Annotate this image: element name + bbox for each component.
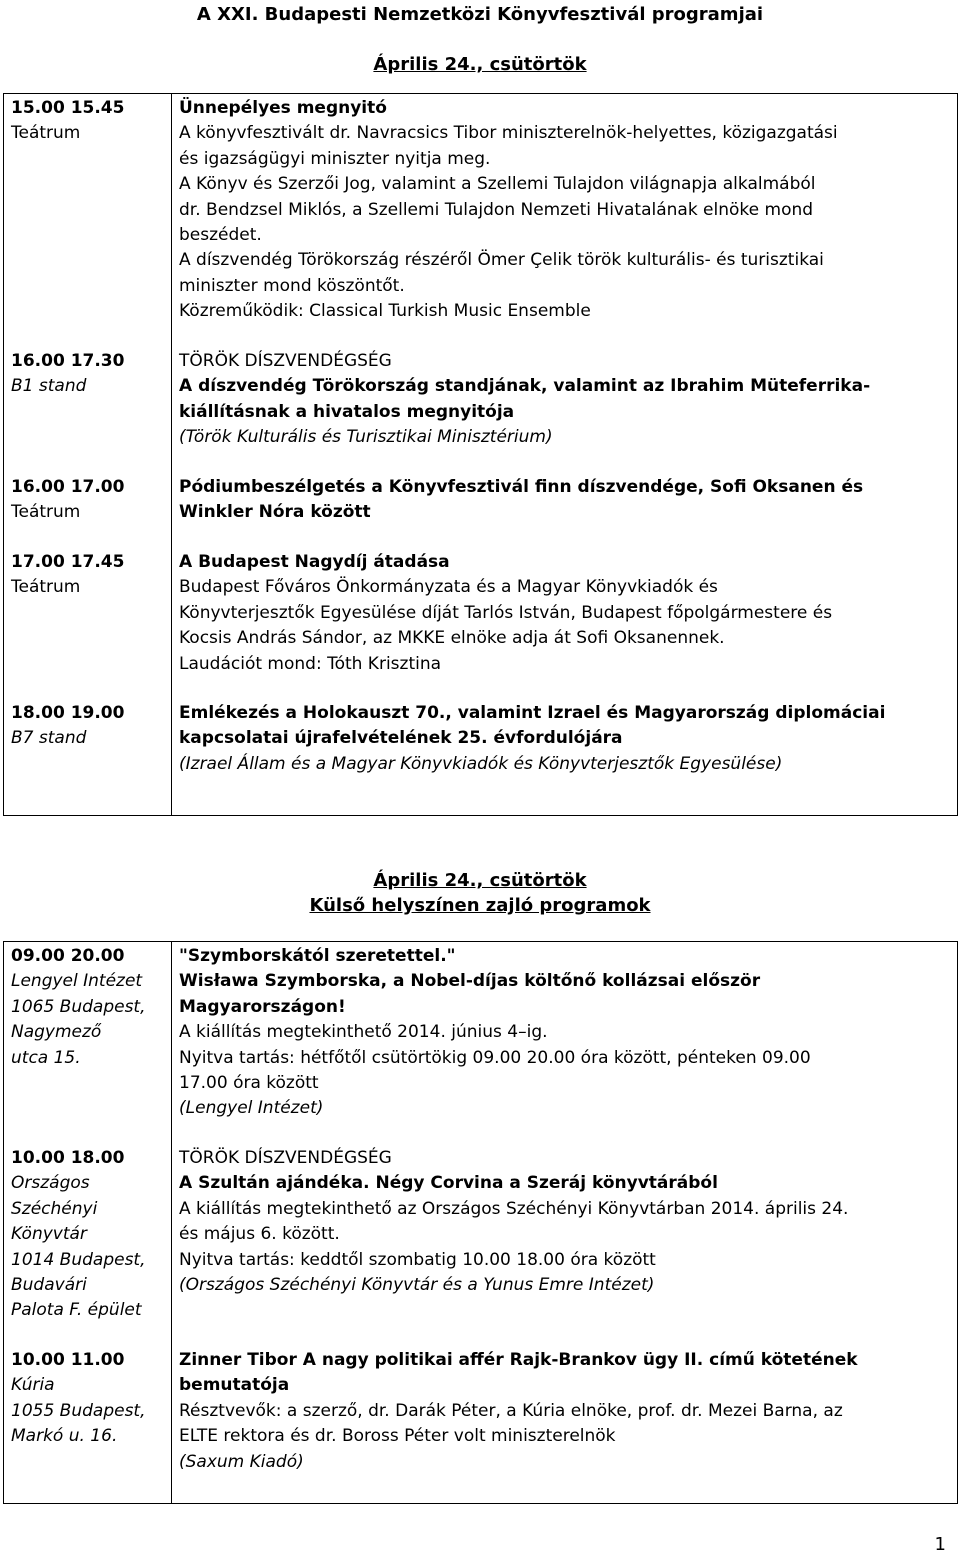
event-line: (Izrael Állam és a Magyar Könyvkiadók és Könyvterjesztők Egyesülése) [179,753,783,774]
event-line: kapcsolatai újrafelvételének 25. évfordulójára [179,728,623,749]
event-line: (Lengyel Intézet) [179,1098,324,1119]
program-column [172,942,958,1504]
event-venue: Palota F. épület [11,1300,142,1321]
event-time-block [11,550,171,677]
event-time: 10.00 11.00 [11,1350,125,1370]
event-line: (Országos Széchényi Könyvtár és a Yunus Emre Intézet) [179,1275,655,1296]
event-line: Nyitva tartás: keddtől szombatig 10.00 18.00 óra között [179,1249,656,1270]
external-schedule-table [3,941,958,1504]
event-line: (Török Kulturális és Turisztikai Minisztérium) [179,427,553,448]
event-venue: 1055 Budapest, [11,1400,146,1421]
event-line: A díszvendég Törökország standjának, valamint az Ibrahim Müteferrika- [179,376,871,397]
event-line: Winkler Nóra között [179,502,371,523]
event-line: Laudációt mond: Tóth Krisztina [179,653,442,674]
event-time-block [11,1348,171,1475]
event-line: A Könyv és Szerzői Jog, valamint a Szellemi Tulajdon világnapja alkalmából [179,174,816,195]
event-venue: Országos [11,1173,90,1194]
event-line: ELTE rektora és dr. Boross Péter volt miniszterelnök [179,1426,616,1447]
event-line: A kiállítás megtekinthető az Országos Széchényi Könyvtárban 2014. április 24. [179,1198,849,1219]
event-time: 16.00 17.30 [11,351,125,371]
event-venue: B1 stand [11,376,87,397]
event-venue: Budavári [11,1275,87,1296]
event-time: 17.00 17.45 [11,552,125,572]
event-details-block [179,701,951,777]
event-time: 18.00 19.00 [11,703,125,723]
event-line: A könyvfesztivált dr. Navracsics Tibor miniszterelnök-helyettes, közigazgatási [179,123,838,144]
event-time-block [11,1146,171,1324]
event-line: és igazságügyi miniszter nyitja meg. [179,148,491,169]
event-venue: Teátrum [11,577,81,598]
event-line: 17.00 óra között [179,1073,319,1094]
program-column [172,94,958,816]
event-details-block [179,96,951,325]
time-column [4,942,172,1504]
event-time-block [11,701,171,777]
event-line: és május 6. között. [179,1224,340,1245]
event-time: 09.00 20.00 [11,946,125,966]
event-line: Pódiumbeszélgetés a Könyvfesztivál finn díszvendége, Sofi Oksanen és [179,477,864,497]
event-line: Résztvevők: a szerző, dr. Darák Péter, a Kúria elnöke, prof. dr. Mezei Barna, az [179,1400,843,1421]
event-venue: Markó u. 16. [11,1426,118,1447]
event-line: miniszter mond köszöntőt. [179,275,405,296]
event-time: 10.00 18.00 [11,1148,125,1168]
event-details-block [179,550,951,677]
event-details-block [179,475,951,526]
event-venue: Teátrum [11,123,81,144]
time-column [4,94,172,816]
event-line: TÖRÖK DÍSZVENDÉGSÉG [179,351,392,371]
event-line: bemutatója [179,1375,290,1396]
event-venue: Lengyel Intézet [11,971,143,992]
page-number: 1 [934,1533,946,1555]
event-line: A Budapest Nagydíj átadása [179,552,450,572]
event-line: Könyvterjesztők Egyesülése díját Tarlós István, Budapest főpolgármestere és [179,602,833,623]
event-venue: Kúria [11,1375,55,1396]
event-line: A kiállítás megtekinthető 2014. június 4–ig. [179,1022,548,1043]
event-line: "Szymborskától szeretettel." [179,946,456,966]
event-line: (Saxum Kiadó) [179,1451,304,1472]
event-line: Magyarországon! [179,996,346,1017]
event-line: dr. Bendzsel Miklós, a Szellemi Tulajdon Nemzeti Hivatalának elnöke mond [179,199,814,220]
event-line: TÖRÖK DÍSZVENDÉGSÉG [179,1148,392,1168]
page-title: A XXI. Budapesti Nemzetközi Könyvfesztivál programjai [196,4,764,25]
event-venue: B7 stand [11,728,87,749]
section-date: Április 24., csütörtök [373,54,587,75]
event-time-block [11,96,171,325]
event-venue: utca 15. [11,1047,81,1068]
event-time-block [11,349,171,451]
event-details-block [179,349,951,451]
event-venue: Nagymező [11,1022,102,1043]
event-line: Ünnepélyes megnyitó [179,98,387,118]
event-line: beszédet. [179,225,262,246]
event-details-block [179,1348,951,1475]
event-details-block [179,1146,951,1324]
event-details-block [179,944,951,1122]
schedule-table [3,93,958,816]
event-venue: Könyvtár [11,1224,87,1245]
event-line: Nyitva tartás: hétfőtől csütörtökig 09.00 20.00 óra között, pénteken 09.00 [179,1047,811,1068]
event-time-block [11,475,171,526]
event-time: 16.00 17.00 [11,477,125,497]
event-line: A díszvendég Törökország részéről Ömer Çelik török kulturális- és turisztikai [179,250,824,271]
event-venue: 1065 Budapest, [11,996,146,1017]
event-time: 15.00 15.45 [11,98,125,118]
section-subtitle: Külső helyszínen zajló programok [309,895,651,916]
event-line: A Szultán ajándéka. Négy Corvina a Szeráj könyvtárából [179,1173,718,1194]
event-venue: 1014 Budapest, [11,1249,146,1270]
event-venue: Széchényi [11,1198,98,1219]
section-date: Április 24., csütörtök [373,870,587,891]
event-line: Budapest Főváros Önkormányzata és a Magyar Könyvkiadók és [179,577,718,598]
event-line: Wisława Szymborska, a Nobel-díjas költőnő kollázsai először [179,971,761,992]
event-line: Kocsis András Sándor, az MKKE elnöke adja át Sofi Oksanennek. [179,628,725,649]
event-venue: Teátrum [11,502,81,523]
event-line: kiállításnak a hivatalos megnyitója [179,401,515,422]
event-time-block [11,944,171,1122]
event-line: Közreműködik: Classical Turkish Music Ensemble [179,301,591,322]
event-line: Zinner Tibor A nagy politikai affér Rajk-Brankov ügy II. című kötetének [179,1350,858,1370]
event-line: Emlékezés a Holokauszt 70., valamint Izrael és Magyarország diplomáciai [179,703,886,723]
